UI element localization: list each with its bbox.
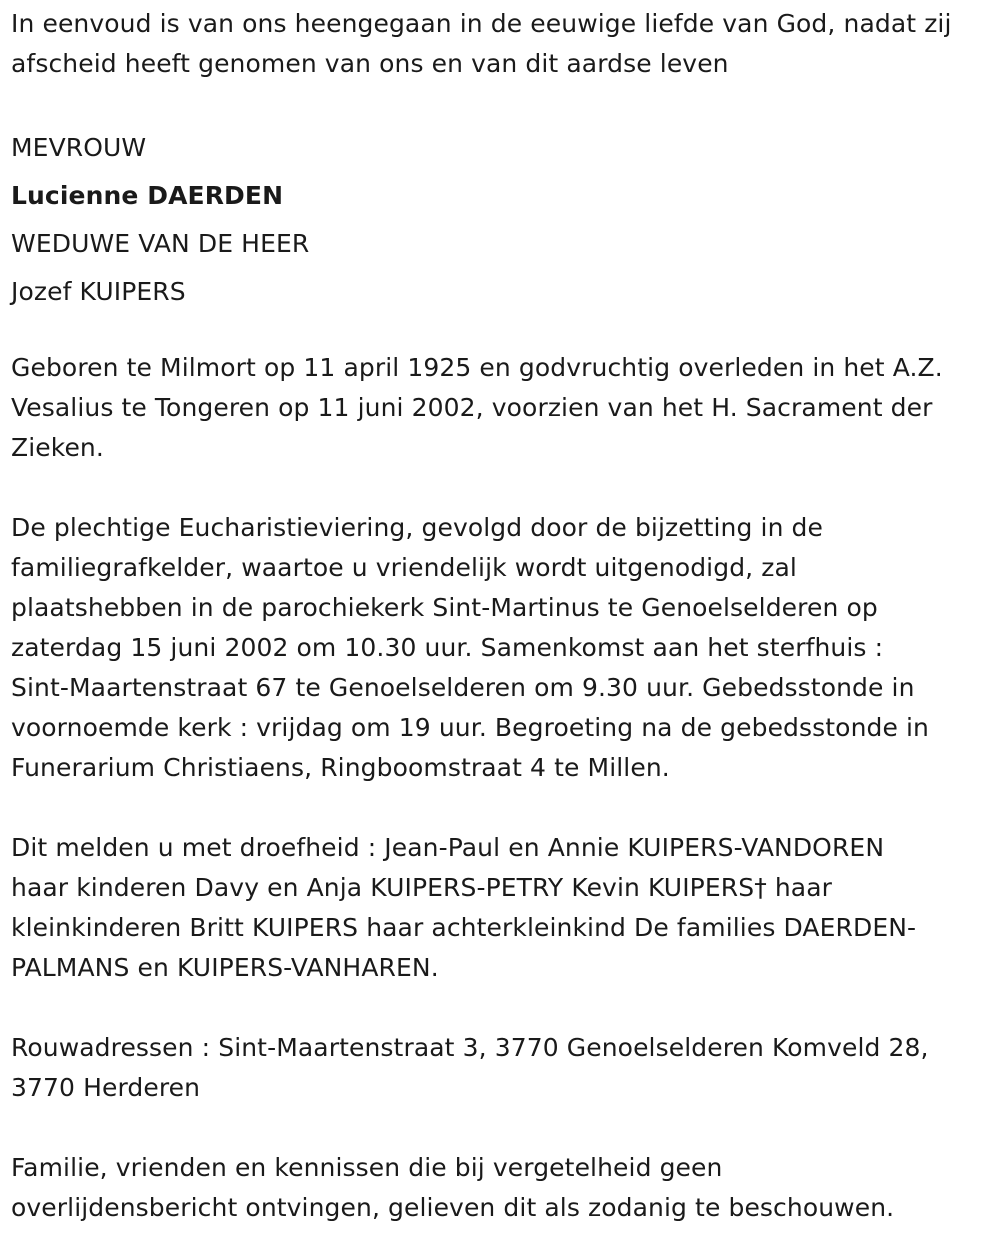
intro-line-1: In eenvoud is van ons heengegaan in de eeuwige liefde van God, nadat zij [11, 9, 952, 38]
family-line-1: Dit melden u met droefheid : Jean-Paul en Annie KUIPERS-VANDOREN [11, 833, 885, 862]
closing-line-1: Familie, vrienden en kennissen die bij vergetelheid geen [11, 1153, 723, 1182]
person-title: MEVROUW [11, 133, 147, 162]
ceremony-line-2: familiegrafkelder, waartoe u vriendelijk wordt uitgenodigd, zal [11, 553, 797, 582]
closing-line-2: overlijdensbericht ontvingen, gelieven dit als zodanig te beschouwen. [11, 1193, 895, 1222]
closing-paragraph [11, 1148, 1000, 1228]
person-spouse: Jozef KUIPERS [11, 277, 186, 306]
birth-death-line-2: Vesalius te Tongeren op 11 juni 2002, voorzien van het H. Sacrament der [11, 393, 933, 422]
birth-death-line-3: Zieken. [11, 433, 104, 462]
intro-paragraph [11, 4, 1000, 84]
ceremony-line-7: Funerarium Christiaens, Ringboomstraat 4 te Millen. [11, 753, 670, 782]
person-relation: WEDUWE VAN DE HEER [11, 229, 310, 258]
ceremony-line-3: plaatshebben in de parochiekerk Sint-Martinus te Genoelselderen op [11, 593, 878, 622]
addresses-line-1: Rouwadressen : Sint-Maartenstraat 3, 3770 Genoelselderen Komveld 28, [11, 1033, 929, 1062]
addresses-paragraph [11, 1028, 1000, 1108]
family-paragraph [11, 828, 1000, 988]
birth-death-paragraph [11, 348, 1000, 468]
ceremony-line-5: Sint-Maartenstraat 67 te Genoelselderen om 9.30 uur. Gebedsstonde in [11, 673, 915, 702]
person-block [11, 124, 1000, 316]
person-name: Lucienne DAERDEN [11, 181, 284, 210]
intro-line-2: afscheid heeft genomen van ons en van dit aardse leven [11, 49, 729, 78]
ceremony-paragraph [11, 508, 1000, 788]
family-line-3: kleinkinderen Britt KUIPERS haar achterkleinkind De families DAERDEN- [11, 913, 917, 942]
family-line-2: haar kinderen Davy en Anja KUIPERS-PETRY Kevin KUIPERS† haar [11, 873, 833, 902]
ceremony-line-4: zaterdag 15 juni 2002 om 10.30 uur. Samenkomst aan het sterfhuis : [11, 633, 884, 662]
family-line-4: PALMANS en KUIPERS-VANHAREN. [11, 953, 439, 982]
addresses-line-2: 3770 Herderen [11, 1073, 201, 1102]
ceremony-line-6: voornoemde kerk : vrijdag om 19 uur. Begroeting na de gebedsstonde in [11, 713, 929, 742]
birth-death-line-1: Geboren te Milmort op 11 april 1925 en godvruchtig overleden in het A.Z. [11, 353, 943, 382]
ceremony-line-1: De plechtige Eucharistieviering, gevolgd door de bijzetting in de [11, 513, 824, 542]
